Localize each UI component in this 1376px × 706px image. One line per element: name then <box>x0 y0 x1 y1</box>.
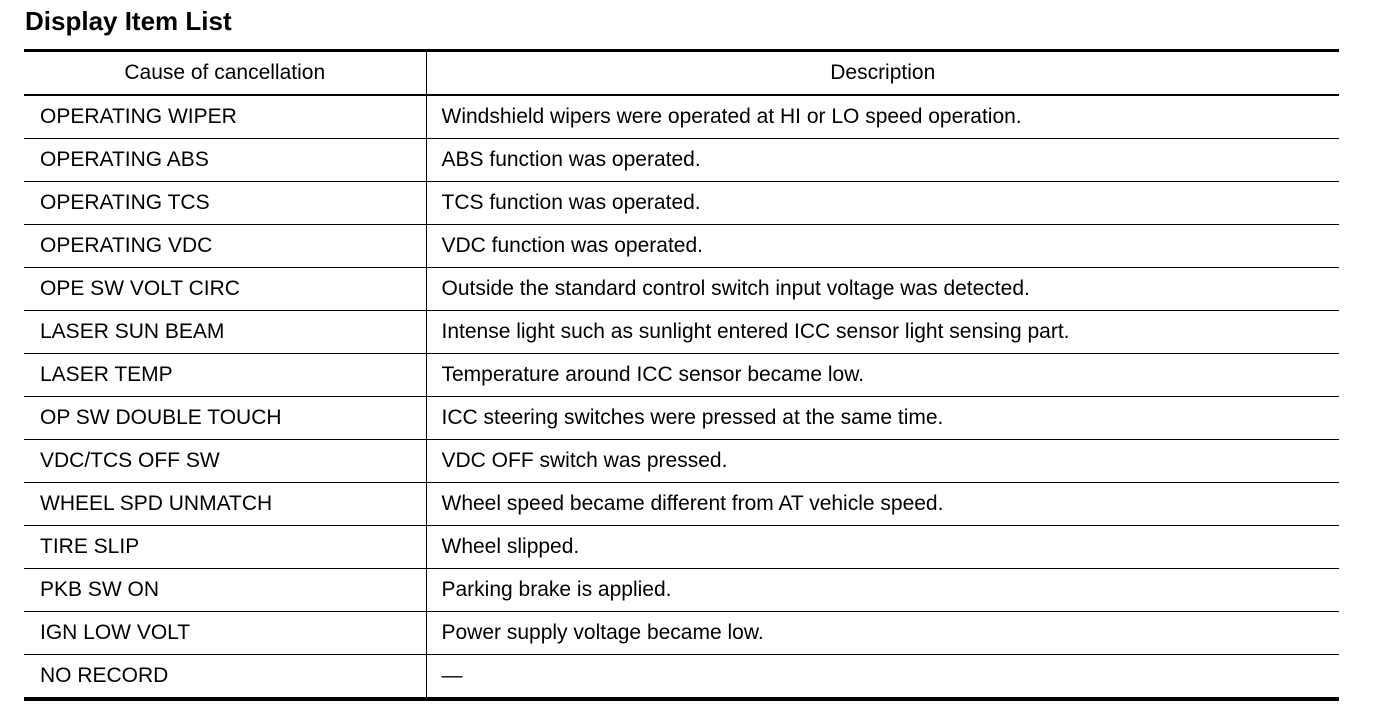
description-cell: VDC OFF switch was pressed. <box>426 440 1339 483</box>
description-cell: Power supply voltage became low. <box>426 612 1339 655</box>
table-row <box>24 483 1339 526</box>
column-header-cause: Cause of cancellation <box>24 51 426 96</box>
page-title: Display Item List <box>25 6 232 36</box>
cause-cell: PKB SW ON <box>24 569 426 612</box>
table-row <box>24 440 1339 483</box>
cause-cell: OPERATING ABS <box>24 139 426 182</box>
description-cell: Wheel slipped. <box>426 526 1339 569</box>
cause-cell: OPERATING TCS <box>24 182 426 225</box>
header-row <box>24 51 1339 96</box>
description-cell: ABS function was operated. <box>426 139 1339 182</box>
cause-cell: OPERATING WIPER <box>24 95 426 139</box>
description-cell: — <box>441 664 463 687</box>
table-row <box>24 354 1339 397</box>
column-header-description: Description <box>426 51 1339 96</box>
cause-cell: LASER SUN BEAM <box>24 311 426 354</box>
cause-cell: OPE SW VOLT CIRC <box>24 268 426 311</box>
table-row <box>24 569 1339 612</box>
description-cell: Parking brake is applied. <box>426 569 1339 612</box>
description-cell: TCS function was operated. <box>426 182 1339 225</box>
cause-cell: WHEEL SPD UNMATCH <box>24 483 426 526</box>
table-body <box>24 95 1339 699</box>
table-row <box>24 397 1339 440</box>
description-cell: Windshield wipers were operated at HI or LO speed operation. <box>426 95 1339 139</box>
description-cell: Wheel speed became different from AT vehicle speed. <box>426 483 1339 526</box>
cause-cell: NO RECORD <box>24 655 426 700</box>
table-row <box>24 655 1339 700</box>
table-header <box>24 51 1339 96</box>
table-row <box>24 311 1339 354</box>
cause-cell: IGN LOW VOLT <box>24 612 426 655</box>
cause-cell: VDC/TCS OFF SW <box>24 440 426 483</box>
display-item-table <box>24 49 1339 701</box>
table-row <box>24 225 1339 268</box>
description-cell: Temperature around ICC sensor became low. <box>426 354 1339 397</box>
table-row <box>24 182 1339 225</box>
cause-cell: TIRE SLIP <box>24 526 426 569</box>
description-cell: ICC steering switches were pressed at the same time. <box>426 397 1339 440</box>
cause-cell: OP SW DOUBLE TOUCH <box>24 397 426 440</box>
table-row <box>24 139 1339 182</box>
table-row <box>24 268 1339 311</box>
table-row <box>24 95 1339 139</box>
cause-cell: LASER TEMP <box>24 354 426 397</box>
cause-cell: OPERATING VDC <box>24 225 426 268</box>
table-row <box>24 612 1339 655</box>
description-cell: VDC function was operated. <box>426 225 1339 268</box>
description-cell: Outside the standard control switch input voltage was detected. <box>426 268 1339 311</box>
table-row <box>24 526 1339 569</box>
description-cell: Intense light such as sunlight entered ICC sensor light sensing part. <box>426 311 1339 354</box>
